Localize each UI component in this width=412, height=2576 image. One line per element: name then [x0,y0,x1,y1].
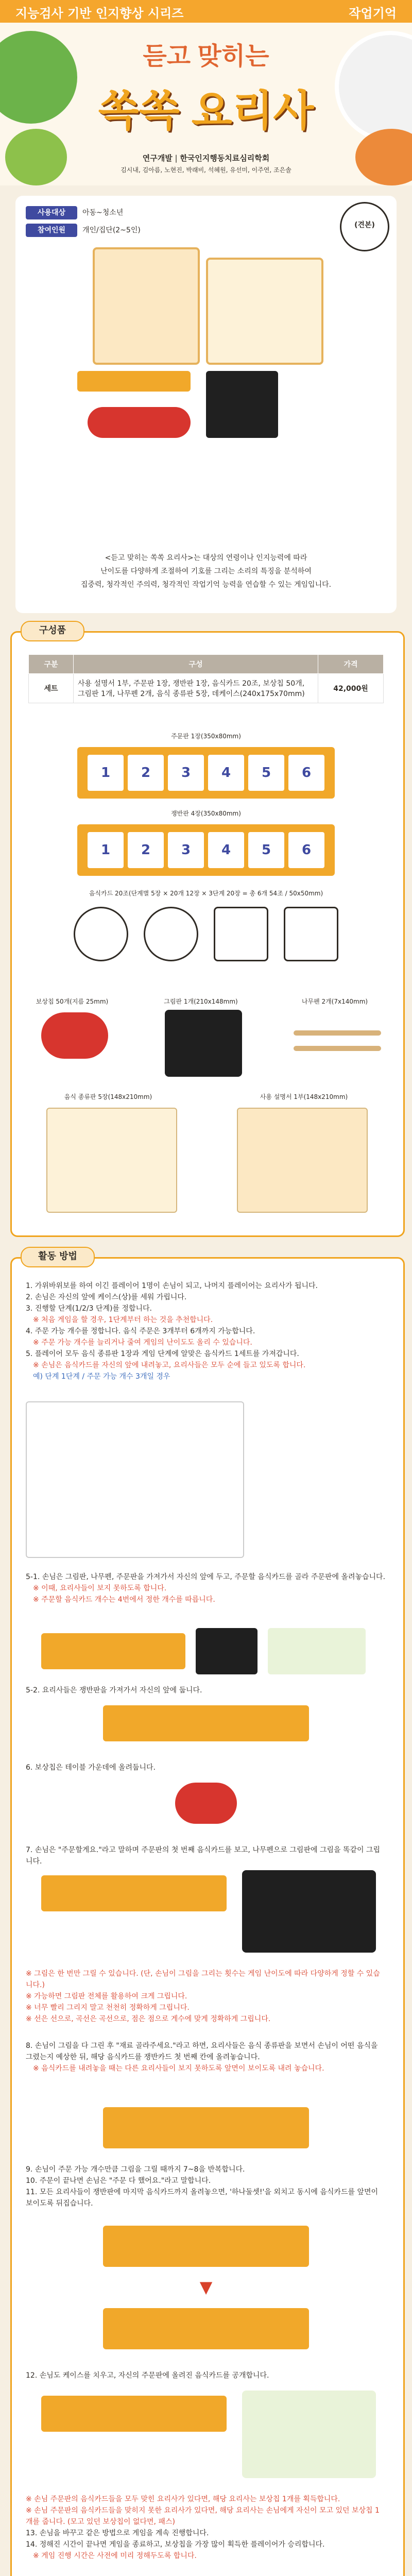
note-order-count: ※ 주문 가능 개수를 늘리거나 줄여 게임의 난이도도 올리 수 있습니다. [33,1338,252,1347]
developer-label: 연구개발 [142,154,173,163]
item-pens-label: 나무펜 2개(7x140mm) [301,998,368,1005]
step-11-board-a [103,2226,309,2267]
item-order-board-label: 주문판 1장(350x80mm) [171,733,241,740]
method-title: 활동 방법 [21,1247,95,1267]
step-6: 6. 보상칩은 테이블 가운데에 올려둡니다. [26,1764,156,1772]
food-card-square [214,907,268,961]
product-description: <듣고 맞히는 쏙쏙 요리사>는 대상의 연령이나 인지능력에 따라 난이도를 다양하게 조절하여 기호를 그리는 소리의 특징을 분석하여 집중력, 청각적인 주의력, 청각적인 작업기억 능력을 연습할 수 있는 게임입니다. [80,554,332,589]
title-main: 쏙쏙 요리사 [98,88,314,134]
step-7-notes [26,1968,386,2025]
item-chips-label: 보상칩 50개(지름 25mm) [36,998,109,1005]
step-12-board [41,2396,227,2432]
note-7-c: ※ 너무 빨리 그리지 말고 천천히 정확하게 그립니다. [26,2004,190,2012]
table-header-content: 구성 [74,655,318,674]
food-card-rect [284,907,338,961]
step-5-1-board [41,1633,185,1669]
tray-cell-6: 6 [288,832,324,868]
product-box-2 [206,258,323,365]
table-row-content: 사용 설명서 1부, 주문판 1장, 쟁반판 1장, 음식카드 20조, 보상칩 50개, 그림판 1개, 나무펜 2개, 음식 종류판 5장, 데케이스(240x175x70mm) [74,674,318,703]
step-5-1-block [26,1571,386,1605]
order-cell-1: 1 [88,755,124,791]
item-pad-label: 그림판 1개(210x148mm) [164,998,238,1005]
step-6-chips [175,1783,237,1824]
order-cell-4: 4 [208,755,244,791]
step-5-2-board [103,1705,309,1741]
table-header-price: 가격 [318,655,384,674]
note-7-a: ※ 그림은 한 번만 그릴 수 있습니다. (단, 손님이 그림을 그리는 횟수는 게임 난이도에 따라 다양하게 정할 수 있습니다.) [26,1970,380,1989]
title-top: 듣고 맞히는 [143,43,269,70]
food-card-plate [144,907,198,961]
note-8: ※ 음식카드를 내려놓을 때는 다른 요리사들이 보지 못하도록 앞면이 보이도록 내려 놓습니다. [33,2064,324,2073]
subject-label: 작업기억 [349,6,397,21]
card-grid-illustration [26,1401,244,1558]
order-board [77,747,335,799]
note-7-d: ※ 선은 선으로, 곡선은 곡선으로, 점은 점으로 게수에 맞게 정확하게 그립니다. [26,2015,271,2023]
order-cell-2: 2 [128,755,164,791]
tray-board-cells [77,824,335,876]
step-12-case [242,2391,376,2478]
item-food-cards-label: 음식카드 20조(단계별 5장 × 20개 12장 × 3단계 20장 = 총 6개 54조 / 50x50mm) [89,890,323,897]
note-7-b: ※ 가능하면 그림판 전체를 활용하여 크게 그립니다. [26,1992,187,2001]
step-11: 11. 모든 요리사들이 쟁반판에 마지막 음식카드까지 올려놓으면, '하나둘셋!'을 외치고 동시에 음식카드를 앞면이 보이도록 뒤집습니다. [26,2188,379,2208]
pen-image-2 [294,1046,381,1051]
step-5-1-pad [196,1628,258,1674]
note-start-level: ※ 처음 게임을 할 경우, 1단계부터 하는 것을 추천합니다. [33,1316,213,1324]
tray-cell-2: 2 [128,832,164,868]
note-12-b: ※ 손님 주문판의 음식카드들을 맞히지 못한 요리사가 있다면, 해당 요리사는 손님에게 자신이 모고 있던 보상칩 1개를 줍니다. (모고 있던 보상칩이 없다면, 패스) [26,2506,380,2526]
developer-org: 한국인지행동치료심리학회 [180,154,270,163]
step-7: 7. 손님은 "주문할게요."라고 말하며 주문판의 첫 번째 음식카드를 보고, 나무펜으로 그림판에 그림을 똑같이 그립니다. [26,1846,381,1866]
drawing-pad-image [165,1010,242,1077]
step-4: 4. 주문 가능 개수를 정합니다. 음식 주문은 3개부터 6개까지 가능합니다. [26,1327,255,1335]
step-1: 1. 가위바위보를 하여 이긴 플레이어 1명이 손님이 되고, 나머지 플레이어는 요리사가 됩니다. [26,1282,318,1290]
people-label: 참여인원 [26,224,77,237]
table-row-price: 42,000원 [318,674,384,703]
target-label: 사용대상 [26,206,77,219]
target-value: 아동~청소년 [82,209,124,217]
manual-image [237,1108,368,1213]
note-14: ※ 게임 진행 시간은 사전에 미리 정해두도록 합니다. [33,2552,197,2560]
step-7-board [41,1875,227,1911]
method-steps-1-4 [26,1280,386,1382]
food-card-circle [74,907,128,961]
tray-cell-3: 3 [168,832,204,868]
food-image-left-2 [5,129,67,185]
step-3: 3. 진행할 단계(1/2/3 단계)를 정합니다. [26,1304,152,1313]
tray-board [77,824,335,876]
series-title: 지능검사 기반 인지향상 시리즈 [15,6,184,21]
step-12: 12. 손님도 케이스를 치우고, 자신의 주문판에 올려진 음식카드를 공개합니다. [26,2371,269,2380]
sample-badge-text: (견본) [354,221,375,229]
food-card-samples [62,907,350,963]
order-cell-6: 6 [288,755,324,791]
step-12-notes [26,2494,386,2562]
steps-9-11 [26,2164,386,2209]
sample-badge [340,202,389,251]
item-manual-label: 사용 설명서 1부(148x210mm) [260,1093,348,1100]
note-example: 예) 단계 1단계 / 주문 가능 개수 3개일 경우 [33,1372,170,1381]
note-card-hold: ※ 손님은 음식카드를 자신의 앞에 내려놓고, 요리사들은 모두 순에 들고 있도록 합니다. [33,1361,306,1369]
step-5-2: 5-2. 요리사들은 쟁반판을 가져가서 자신의 앞에 둡니다. [26,1686,202,1694]
product-chips [88,407,191,438]
table-row-label: 세트 [29,674,74,703]
step-8-board [103,2107,309,2148]
authors: 김시내, 김아름, 노현진, 박래비, 석혜원, 유선미, 이주연, 조은솔 [121,166,291,174]
step-8: 8. 손님이 그림을 다 그린 후 "재료 골라주세요."라고 하면, 요리사들은 음식 종류판을 보면서 손님이 어떤 음식을 그렸는지 예상한 뒤, 해당 음식카드를 쟁반카드 첫 번째 칸에 올려놓습니다. [26,2042,378,2061]
composition-table [28,654,384,703]
step-9: 9. 손님이 주문 가능 개수만큼 그림을 그릴 때까지 7~8을 반복합니다. [26,2165,245,2174]
item-tray-board-label: 쟁반판 4장(350x80mm) [171,810,241,817]
product-drawing-pad [206,371,278,438]
developer-block: 연구개발 | 한국인지행동치료심리학회 김시내, 김아름, 노현진, 박래비, 석혜원, 유선미, 이주연, 조은솔 [121,154,291,174]
tray-cell-4: 4 [208,832,244,868]
step-7-pad [242,1870,376,1953]
menu-sheets-image [46,1108,177,1213]
step-11-board-b [103,2308,309,2349]
table-header-type: 구분 [29,655,74,674]
step-5-1: 5-1. 손님은 그림판, 나무펜, 주문판을 가져가서 자신의 앞에 두고, 주문할 음식카드를 골라 주문판에 올려놓습니다. [26,1573,386,1581]
product-board-image [77,371,191,392]
step-14: 14. 정해진 시간이 끝나면 게임을 종료하고, 보상칩을 가장 많이 획득한 플레이어가 승리합니다. [26,2540,325,2549]
card-samples-illustration [252,1401,386,1556]
order-cell-3: 3 [168,755,204,791]
note-12-a: ※ 손님 주문판의 음식카드들을 모두 맞힌 요리사가 있다면, 해당 요리사는 보상칩 1개를 획득합니다. [26,2495,340,2503]
composition-title: 구성품 [21,621,84,641]
chips-image [41,1012,108,1059]
step-10: 10. 주문이 끝나면 손님은 "주문 다 했어요."라고 말합니다. [26,2177,211,2185]
pen-image-1 [294,1030,381,1036]
arrow-down-icon: ▼ [199,2277,213,2297]
step-8-block [26,2040,386,2074]
tray-cell-1: 1 [88,832,124,868]
note-5-1-a: ※ 이때, 요리사들이 보지 못하도록 합니다. [33,1584,167,1592]
order-cell-5: 5 [248,755,284,791]
step-2: 2. 손님은 자신의 앞에 케이스(상)를 세워 가립니다. [26,1293,187,1301]
people-value: 개인/집단(2~5인) [82,226,141,234]
step-13: 13. 손님을 바꾸고 같은 방법으로 게임을 계속 진행합니다. [26,2529,209,2537]
order-board-cells [77,747,335,799]
product-box-1 [93,247,200,365]
step-5: 5. 플레이어 모두 음식 종류판 1장과 게임 단계에 알맞은 음식카드 1세트를 가져갑니다. [26,1350,299,1358]
step-5-1-case [268,1628,366,1674]
item-menu-sheets-label: 음식 종류판 5장(148x210mm) [64,1093,152,1100]
tray-cell-5: 5 [248,832,284,868]
note-5-1-b: ※ 주문할 음식카드 개수는 4번에서 정한 개수를 따릅니다. [33,1596,215,1604]
